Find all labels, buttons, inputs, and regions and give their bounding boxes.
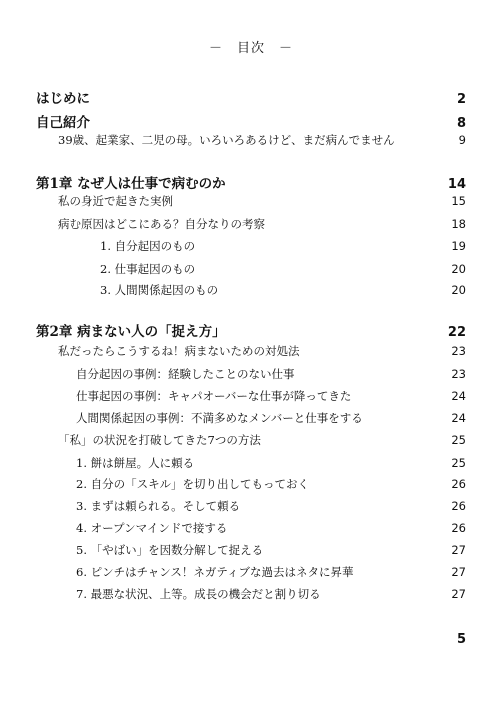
toc-entry-label: 39歳、起業家、二児の母。いろいろあるけど、まだ病んでません xyxy=(58,133,395,147)
toc-entry-page: 8 xyxy=(456,116,466,131)
toc-entry-label: 2. 仕事起因のもの xyxy=(100,262,196,276)
toc-entry-page: 23 xyxy=(451,367,466,381)
toc-entry-label: 7. 最悪な状況、上等。成長の機会だと割り切る xyxy=(76,587,321,601)
toc-entry-label: 「私」の状況を打破してきた7つの方法 xyxy=(58,433,261,447)
toc-section-entry xyxy=(58,216,466,232)
toc-section-entry xyxy=(76,542,466,558)
toc-entry-label: 5. 「やばい」を因数分解して捉える xyxy=(76,543,264,557)
toc-section-entry xyxy=(76,476,466,492)
toc-entry-label: 自己紹介 xyxy=(36,115,90,131)
toc-chapter-entry xyxy=(36,87,466,107)
toc-entry-page: 19 xyxy=(451,239,466,253)
toc-entry-page: 26 xyxy=(451,477,466,491)
toc-entry-label: 仕事起因の事例：キャパオーバーな仕事が降ってきた xyxy=(76,389,352,403)
toc-entry-page: 27 xyxy=(451,587,466,601)
toc-entry-label: はじめに xyxy=(36,91,90,107)
toc-entry-page: 18 xyxy=(451,217,466,231)
toc-entry-label: 自分起因の事例：経験したことのない仕事 xyxy=(76,367,295,381)
toc-entry-page: 25 xyxy=(451,456,466,470)
toc-entry-page: 24 xyxy=(451,389,466,403)
toc-section-entry xyxy=(76,564,466,580)
toc-entry-label: 2. 自分の「スキル」を切り出してもっておく xyxy=(76,477,310,491)
toc-chapter-entry xyxy=(36,111,466,131)
toc-entry-label: 6. ピンチはチャンス！ネガティブな過去はネタに昇華 xyxy=(76,565,354,579)
toc-entry-page: 2 xyxy=(456,92,466,107)
toc-section-entry xyxy=(100,238,466,254)
toc-entry-page: 24 xyxy=(451,411,466,425)
page-number: 5 xyxy=(456,632,466,647)
toc-section-entry xyxy=(76,586,466,602)
toc-entry-page: 20 xyxy=(451,283,466,297)
toc-entry-label: 病む原因はどこにある？自分なりの考察 xyxy=(58,217,265,231)
toc-section-entry xyxy=(76,410,466,426)
toc-entry-label: 第2章 病まない人の「捉え方」 xyxy=(36,324,226,340)
toc-section-entry xyxy=(58,132,466,148)
toc-section-entry xyxy=(100,261,466,277)
toc-section-entry xyxy=(100,282,466,298)
toc-section-entry xyxy=(58,343,466,359)
toc-entry-label: 3. まずは頼られる。そして頼る xyxy=(76,499,241,513)
toc-entry-page: 14 xyxy=(447,177,466,192)
toc-section-entry xyxy=(76,455,466,471)
toc-entry-label: 4. オープンマインドで接する xyxy=(76,521,228,535)
toc-entry-page: 26 xyxy=(451,499,466,513)
toc-section-entry xyxy=(76,388,466,404)
toc-entry-page: 15 xyxy=(451,194,466,208)
toc-section-entry xyxy=(58,432,466,448)
toc-section-entry xyxy=(76,366,466,382)
toc-entry-page: 9 xyxy=(458,133,466,147)
toc-entry-page: 22 xyxy=(447,325,466,340)
toc-title: － 目次 － xyxy=(208,41,293,56)
toc-entry-page: 26 xyxy=(451,521,466,535)
toc-entry-label: 1. 自分起因のもの xyxy=(100,239,196,253)
toc-section-entry xyxy=(76,498,466,514)
toc-entry-label: 私だったらこうするね！病まないための対処法 xyxy=(58,344,300,358)
toc-entry-label: 1. 餅は餅屋。人に頼る xyxy=(76,456,195,470)
toc-entry-page: 20 xyxy=(451,262,466,276)
toc-section-entry xyxy=(76,520,466,536)
toc-chapter-entry xyxy=(36,172,466,192)
toc-section-entry xyxy=(58,193,466,209)
toc-entry-page: 23 xyxy=(451,344,466,358)
toc-entry-page: 27 xyxy=(451,543,466,557)
toc-entry-label: 3. 人間関係起因のもの xyxy=(100,283,219,297)
toc-entry-label: 人間関係起因の事例：不満多めなメンバーと仕事をする xyxy=(76,411,363,425)
toc-entry-page: 27 xyxy=(451,565,466,579)
toc-entry-label: 私の身近で起きた実例 xyxy=(58,194,173,208)
toc-chapter-entry xyxy=(36,320,466,340)
toc-entry-label: 第1章 なぜ人は仕事で病むのか xyxy=(36,176,226,192)
toc-entry-page: 25 xyxy=(451,433,466,447)
